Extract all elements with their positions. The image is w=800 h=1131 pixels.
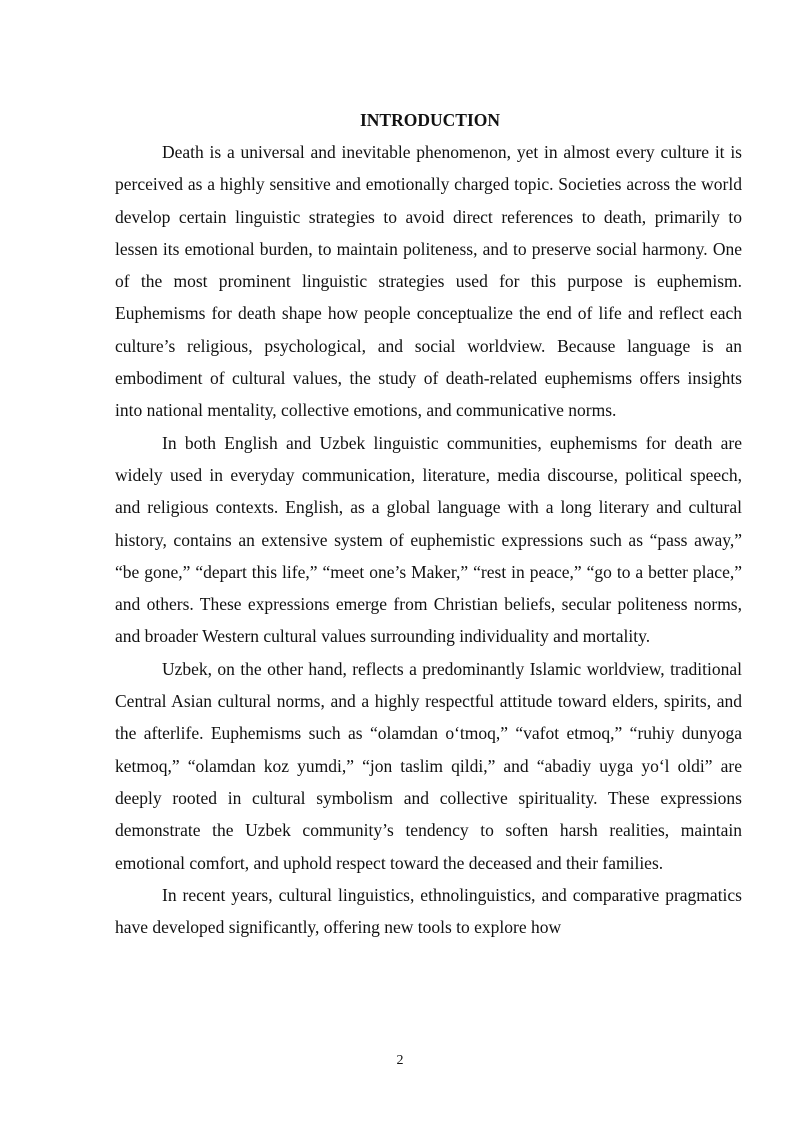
page-number: 2: [396, 1053, 404, 1068]
paragraph-3: Uzbek, on the other hand, reflects a predominantly Islamic worldview, traditional Central Asian cultural norms, and a highly respectful attitude toward elders, spirits, and the afterlife. Euphemisms such as “olamdan o‘tmoq,” “vafot etmoq,” “ruhiy dunyoga ketmoq,” “olamdan koz yumdi,” “jon taslim qildi,” and “abadiy uyga yo‘l oldi” are deeply rooted in cultural symbolism and collective spirituality. These expressions demonstrate the Uzbek community’s tendency to soften harsh realities, maintain emotional comfort, and uphold respect toward the deceased and their families.: [115, 658, 742, 873]
paragraph-4: In recent years, cultural linguistics, ethnolinguistics, and comparative pragmatics have developed significantly, offering new tools to explore how: [115, 884, 742, 938]
page-content: [115, 108, 742, 943]
paragraph-1: Death is a universal and inevitable phenomenon, yet in almost every culture it is perceived as a highly sensitive and emotionally charged topic. Societies across the world develop certain linguistic strategies to avoid direct references to death, primarily to lessen its emotional burden, to maintain politeness, and to preserve social harmony. One of the most prominent linguistic strategies used for this purpose is euphemism. Euphemisms for death shape how people conceptualize the end of life and reflect each culture’s religious, psychological, and social worldview. Because language is an embodiment of cultural values, the study of death-related euphemisms offers insights into national mentality, collective emotions, and communicative norms.: [115, 142, 742, 421]
section-heading: INTRODUCTION: [359, 110, 501, 130]
paragraph-2: In both English and Uzbek linguistic communities, euphemisms for death are widely used in everyday communication, literature, media discourse, political speech, and religious contexts. English, as a global language with a long literary and cultural history, contains an extensive system of euphemistic expressions such as “pass away,” “be gone,” “depart this life,” “meet one’s Maker,” “rest in peace,” “go to a better place,” and others. These expressions emerge from Christian beliefs, secular politeness norms, and broader Western cultural values surrounding individuality and mortality.: [115, 432, 742, 647]
